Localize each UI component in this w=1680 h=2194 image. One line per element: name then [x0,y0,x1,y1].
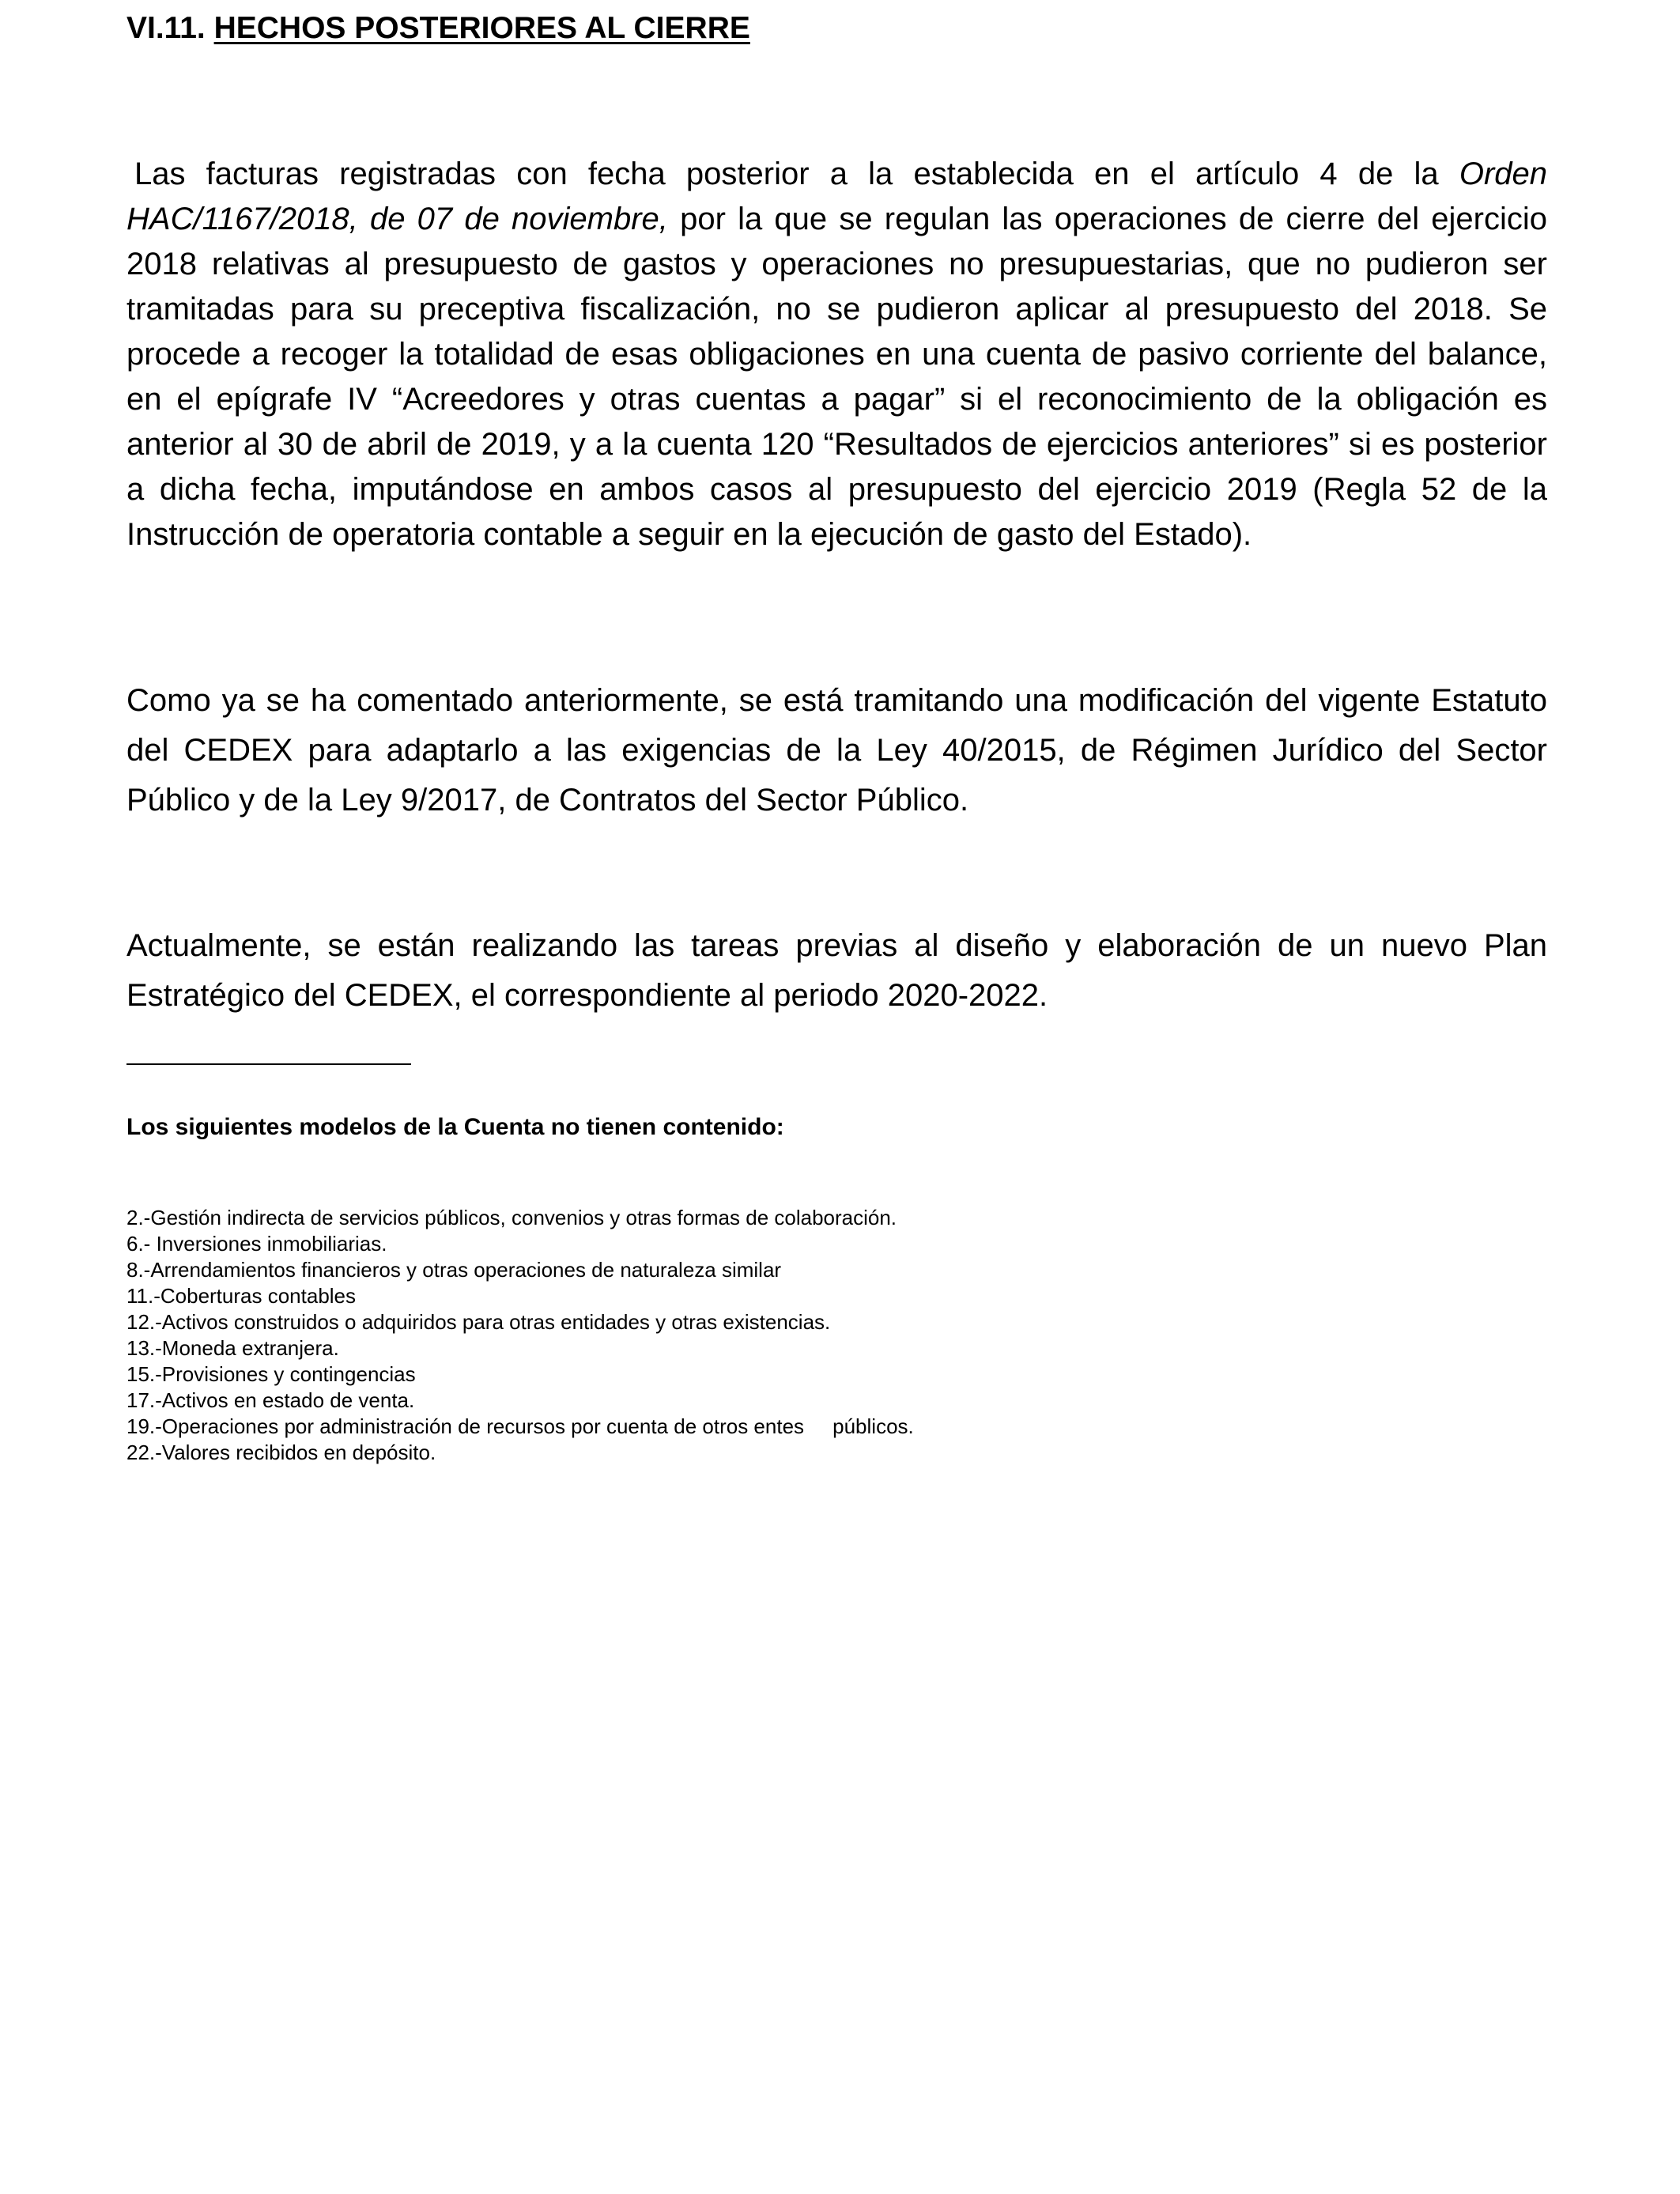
section-number: VI.11. [126,11,206,45]
list-item: 17.-Activos en estado de venta. [126,1388,415,1412]
document-page [126,0,1547,2194]
list-item: 13.-Moneda extranjera. [126,1336,339,1360]
list-item: 22.-Valores recibidos en depósito. [126,1441,436,1464]
list-item: 8.-Arrendamientos financieros y otras operaciones de naturaleza similar [126,1258,782,1282]
list-item: 2.-Gestión indirecta de servicios públicos, convenios y otras formas de colaboración. [126,1206,897,1229]
paragraph-invoices-intro: Las facturas registradas con fecha posterior a la establecida en el artículo 4 de la [134,157,1459,191]
list-item: 15.-Provisiones y contingencias [126,1362,416,1386]
section-heading [126,6,750,51]
list-item: 19.-Operaciones por administración de recursos por cuenta de otros entes públicos. [126,1414,914,1438]
list-item: 6.- Inversiones inmobiliarias. [126,1232,387,1256]
paragraph-statute: Como ya se ha comentado anteriormente, se está tramitando una modificación del vigente Estatuto del CEDEX para adaptarlo a las exigencias de la Ley 40/2015, de Régimen Jurídico del Sector Público y de la Ley 9/2017, de Contratos del Sector Público. [126,683,1547,818]
paragraph-invoices [126,152,1547,557]
list-item: 11.-Coberturas contables [126,1284,357,1308]
empty-models-list [126,1205,914,1466]
order-reference: Orden HAC/1167/2018, de 07 de noviembre, [126,157,1547,236]
paragraph-invoices-body: por la que se regulan las operaciones de cierre del ejercicio 2018 relativas al presupuesto de gastos y operaciones no presupuestarias, que no pudieron ser tramitadas para su preceptiva fiscalización, no se pudieron aplicar al presupuesto del 2018. Se procede a recoger la totalidad de esas obligaciones en una cuenta de pasivo corriente del balance, en el epígrafe IV “Acreedores y otras cuentas a pagar” si el reconocimiento de la obligación es anterior al 30 de abril de 2019, y a la cuenta 120 “Resultados de ejercicios anteriores” si es posterior a dicha fecha, imputándose en ambos casos al presupuesto del ejercicio 2019 (Regla 52 de la Instrucción de operatoria contable a seguir en la ejecución de gasto del Estado). [126,202,1547,552]
footnote-title: Los siguientes modelos de la Cuenta no tienen contenido: [126,1114,784,1140]
list-item: 12.-Activos construidos o adquiridos para otras entidades y otras existencias. [126,1310,831,1334]
paragraph-strategic-plan: Actualmente, se están realizando las tareas previas al diseño y elaboración de un nuevo Plan Estratégico del CEDEX, el correspondiente al periodo 2020-2022. [126,928,1547,1013]
footnote-divider [126,1063,411,1065]
section-title: HECHOS POSTERIORES AL CIERRE [213,11,750,45]
